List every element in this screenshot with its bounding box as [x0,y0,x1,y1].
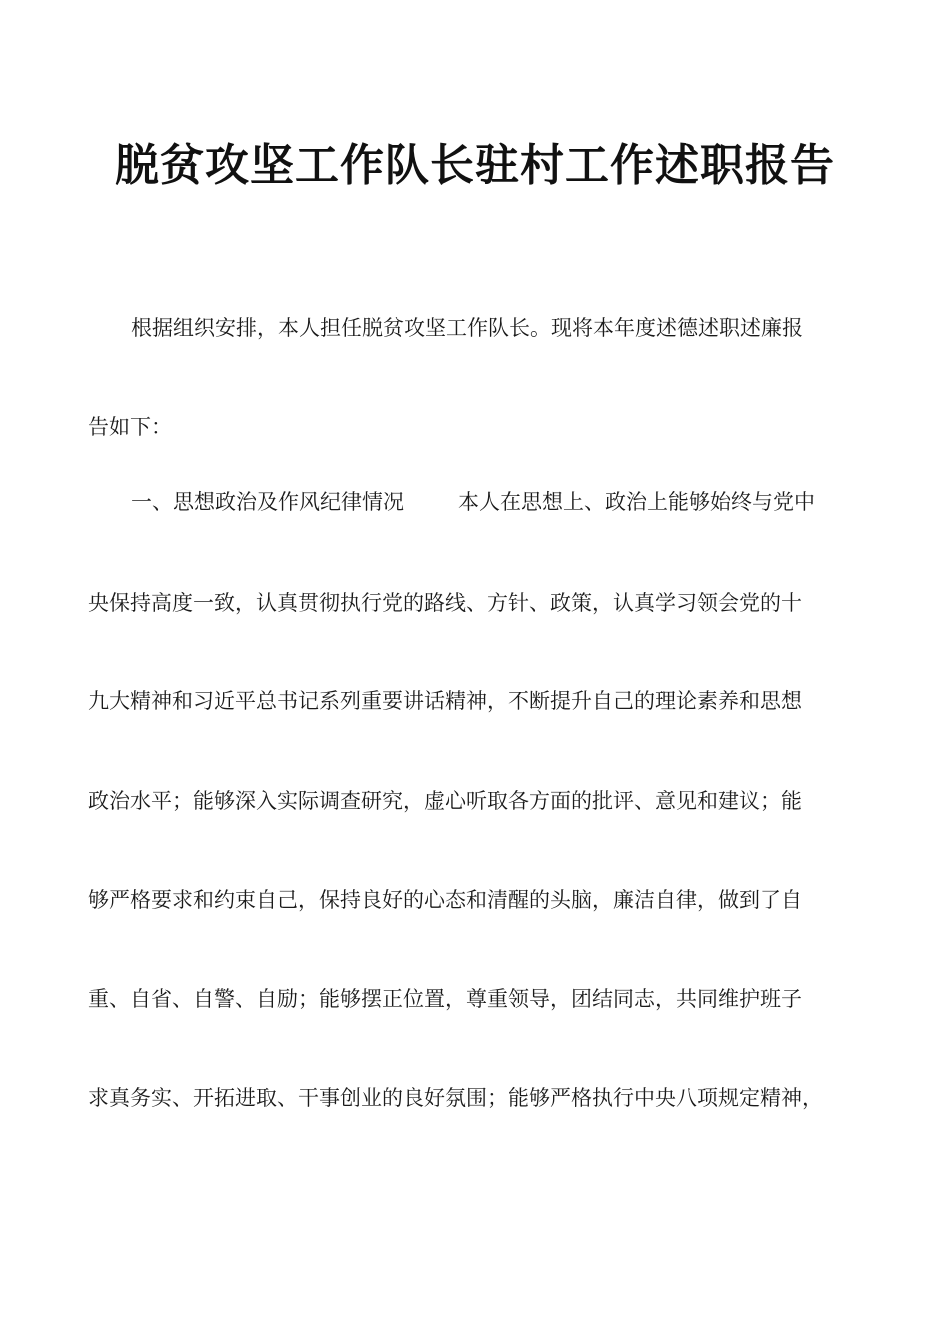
paragraph-line: 告如下： [88,415,172,439]
section-heading: 一、思想政治及作风纪律情况 [131,490,404,514]
paragraph-line: 够严格要求和约束自己，保持良好的心态和清醒的头脑，廉洁自律，做到了自 [88,888,802,912]
paragraph-line: 政治水平；能够深入实际调查研究，虚心听取各方面的批评、意见和建议；能 [88,789,802,813]
document-title: 脱贫攻坚工作队长驻村工作述职报告 [115,140,835,191]
section-heading-line [131,487,911,517]
paragraph-line: 重、自省、自警、自励；能够摆正位置，尊重领导，团结同志，共同维护班子 [88,987,802,1011]
paragraph-line: 央保持高度一致，认真贯彻执行党的路线、方针、政策，认真学习领会党的十 [88,591,802,615]
paragraph-line: 九大精神和习近平总书记系列重要讲话精神，不断提升自己的理论素养和思想 [88,689,802,713]
section-body-start: 本人在思想上、政治上能够始终与党中 [458,490,815,514]
paragraph-line: 根据组织安排，本人担任脱贫攻坚工作队长。现将本年度述德述职述廉报 [131,316,803,340]
paragraph-line: 求真务实、开拓进取、干事创业的良好氛围；能够严格执行中央八项规定精神， [88,1086,823,1110]
